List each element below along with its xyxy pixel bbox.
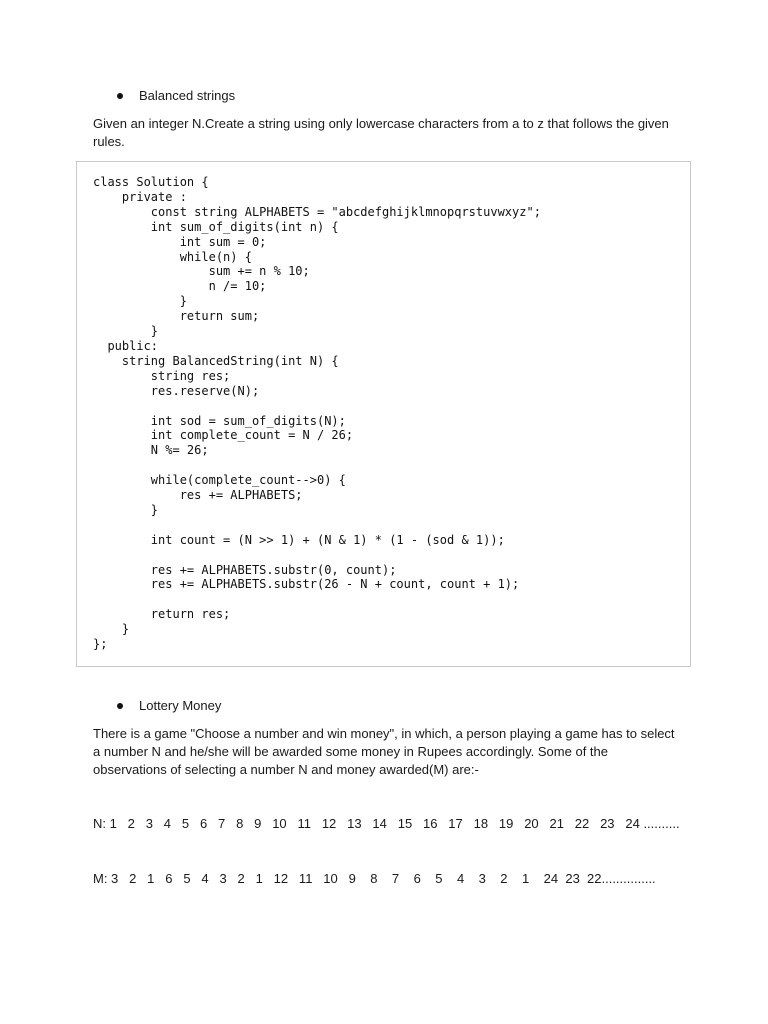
code-line: string res; [93,368,231,383]
code-line: while(complete_count-->0) { [93,473,346,488]
code-line: n /= 10; [93,279,267,294]
section-description [93,115,683,151]
code-line: int sum = 0; [93,234,267,249]
code-line: return res; [93,607,231,622]
code-line: return sum; [93,309,260,324]
code-line: while(n) { [93,249,252,264]
description-line: Given an integer N.Create a string using only lowercase characters from a to z that follows the given [93,116,669,131]
code-line: int sum_of_digits(int n) { [93,219,339,234]
section-heading-balanced-strings: Balanced strings [139,88,236,103]
code-line: string BalancedString(int N) { [93,353,339,368]
description-line: observations of selecting a number N and money awarded(M) are:- [93,762,479,777]
code-line: } [93,294,187,309]
code-line: } [93,502,159,517]
code-line: sum += n % 10; [93,264,310,279]
code-line: res += ALPHABETS; [93,488,303,503]
bullet-icon [117,703,123,709]
code-line: res.reserve(N); [93,383,260,398]
code-line: } [93,324,159,339]
code-line: res += ALPHABETS.substr(0, count); [93,562,397,577]
m-sequence: M: 3 2 1 6 5 4 3 2 1 12 11 10 9 8 7 6 5 4 3 2 1 24 23 22............... [93,871,656,886]
code-line: public: [93,338,159,353]
code-text [93,175,541,652]
code-block [76,161,691,667]
bullet-icon [117,93,123,99]
code-line: int complete_count = N / 26; [93,428,354,443]
code-line: int sod = sum_of_digits(N); [93,413,346,428]
section-description [93,725,683,779]
code-line: private : [93,189,187,204]
description-line: rules. [93,134,125,149]
description-line: a number N and he/she will be awarded some money in Rupees accordingly. Some of the [93,744,608,759]
section-heading-lottery-money: Lottery Money [139,698,222,713]
code-line: } [93,622,130,637]
code-line: const string ALPHABETS = "abcdefghijklmnopqrstuvwxyz"; [93,204,541,219]
code-line: }; [93,637,108,652]
code-line: class Solution { [93,175,209,189]
code-line: res += ALPHABETS.substr(26 - N + count, count + 1); [93,577,520,592]
code-line: int count = (N >> 1) + (N & 1) * (1 - (sod & 1)); [93,532,505,547]
n-sequence: N: 1 2 3 4 5 6 7 8 9 10 11 12 13 14 15 16 17 18 19 20 21 22 23 24 .......... [93,816,680,831]
description-line: There is a game "Choose a number and win money", in which, a person playing a game has to select [93,726,675,741]
code-line: N %= 26; [93,443,209,458]
